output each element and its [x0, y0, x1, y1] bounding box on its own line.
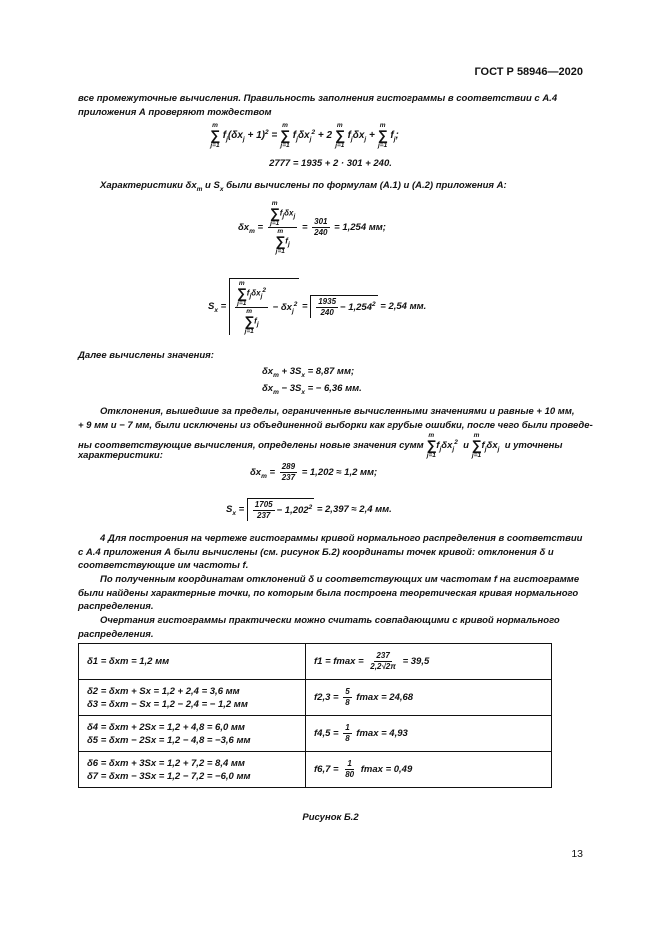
table-cell: δ1 = δxm = 1,2 мм	[79, 644, 306, 680]
table-cell: f2,3 = $\frac{5}{8}$ fmax = 24,68	[306, 680, 552, 716]
next-text: Далее вычислены значения:	[78, 350, 214, 361]
table-row	[79, 752, 552, 788]
characteristics-text: Характеристики $\delta x_m$ и $S_x$ были вычислены по формулам (А.1) и (А.2) приложения А:	[100, 180, 507, 193]
table-cell: f4,5 = $\frac{1}{8}$ fmax = 4,93	[306, 716, 552, 752]
document-header: ГОСТ Р 58946—2020	[474, 66, 583, 78]
value-minus: $\delta x_m - 3S_x$ = − 6,36 мм.	[262, 383, 362, 396]
table-row	[79, 680, 552, 716]
page-number: 13	[571, 848, 583, 860]
value-plus: $\delta x_m + 3S_x = 8,87$ мм;	[262, 366, 355, 379]
identity-tail: ;	[395, 130, 399, 142]
paragraph-4: 4 Для построения на чертеже гистограммы кривой нормального распределения в соответствии с А.4 приложения А были вычислены (см. рисунок Б.2) координаты точек кривой: отклонения δ и соответствующие им частоты f.	[78, 533, 583, 571]
identity-formula: m ∑ j=1 $f_j(\delta x_j + 1)^2$ = m ∑ j=1 $f_j\delta x_j^2 + 2$ m ∑ j=1 $f_j\delta x_j$ + m ∑ j=1 $f_j$;	[210, 122, 399, 149]
deviations-text-2: + 9 мм и − 7 мм, были исключены из объединенной выборки как грубые ошибки, после чего были проведе-	[78, 420, 593, 431]
deviations-text-1: Отклонения, вышедшие за пределы, ограниченные вычисленными значениями и равные + 10 мм,	[100, 406, 575, 417]
deviations-text-4: характеристики:	[78, 450, 163, 461]
table-cell: f1 = fmax = $\frac{237}{2,2√2\pi}$ = 39,5	[306, 644, 552, 680]
intro-text: все промежуточные вычисления. Правильность заполнения гистограммы в соответствии с А.4 приложения А проверяют тождеством	[78, 93, 558, 118]
deviations-text-3: ны соответствующие вычисления, определены новые значения сумм m ∑ j=1 $f_j\delta x_j^2$ и m ∑ j=1 $f_j\delta x_j$ и уточнены	[78, 432, 563, 459]
figure-caption: Рисунок Б.2	[302, 812, 359, 823]
table-row	[79, 716, 552, 752]
paragraph-5: По полученным координатам отклонений δ и соответствующих им частотам f на гистограмме были найдены характерные точки, по которым была построена теоретическая кривая нормального распределения.	[78, 574, 580, 612]
dxm2-formula: $\delta x_m$ = $\frac{289}{237}$ = 1,202 ≈ 1,2 мм;	[250, 462, 378, 482]
sx2-formula: $S_x$ = $\frac{1705}{237}$ − $1,202^2 = 2,397 \approx 2,4$ мм.	[226, 500, 392, 520]
table-cell: δ4 = δxm + 2Sx = 1,2 + 4,8 = 6,0 мм δ5 = δxm − 2Sx = 1,2 − 4,8 = −3,6 мм	[79, 716, 306, 752]
sx-formula: $S_x$ = m ∑ j=1 $f_j\delta x_j^2$ m ∑ j=1 $f_j$ − $\delta x_j^2$ = $\frac{1935}{240}$ − $1,254^2 = 2,54$ мм.	[208, 280, 427, 335]
table-row	[79, 644, 552, 680]
table-cell: δ2 = δxm + Sx = 1,2 + 2,4 = 3,6 мм δ3 = δxm − Sx = 1,2 − 2,4 = − 1,2 мм	[79, 680, 306, 716]
identity-numeric: 2777 = 1935 + 2 · 301 + 240.	[269, 158, 392, 169]
dxm-formula: $\delta x_m$ = m ∑ j=1 $f_j\delta x_j$ m ∑ j=1 $f_j$ = $\frac{301}{240}$ = 1,254 мм;	[238, 200, 386, 255]
paragraph-6: Очертания гистограммы практически можно считать совпадающими с кривой нормального распределения.	[78, 615, 560, 640]
table-cell: f6,7 = $\frac{1}{80}$ fmax = 0,49	[306, 752, 552, 788]
results-table	[78, 643, 552, 788]
table-cell: δ6 = δxm + 3Sx = 1,2 + 7,2 = 8,4 мм δ7 = δxm − 3Sx = 1,2 − 7,2 = −6,0 мм	[79, 752, 306, 788]
